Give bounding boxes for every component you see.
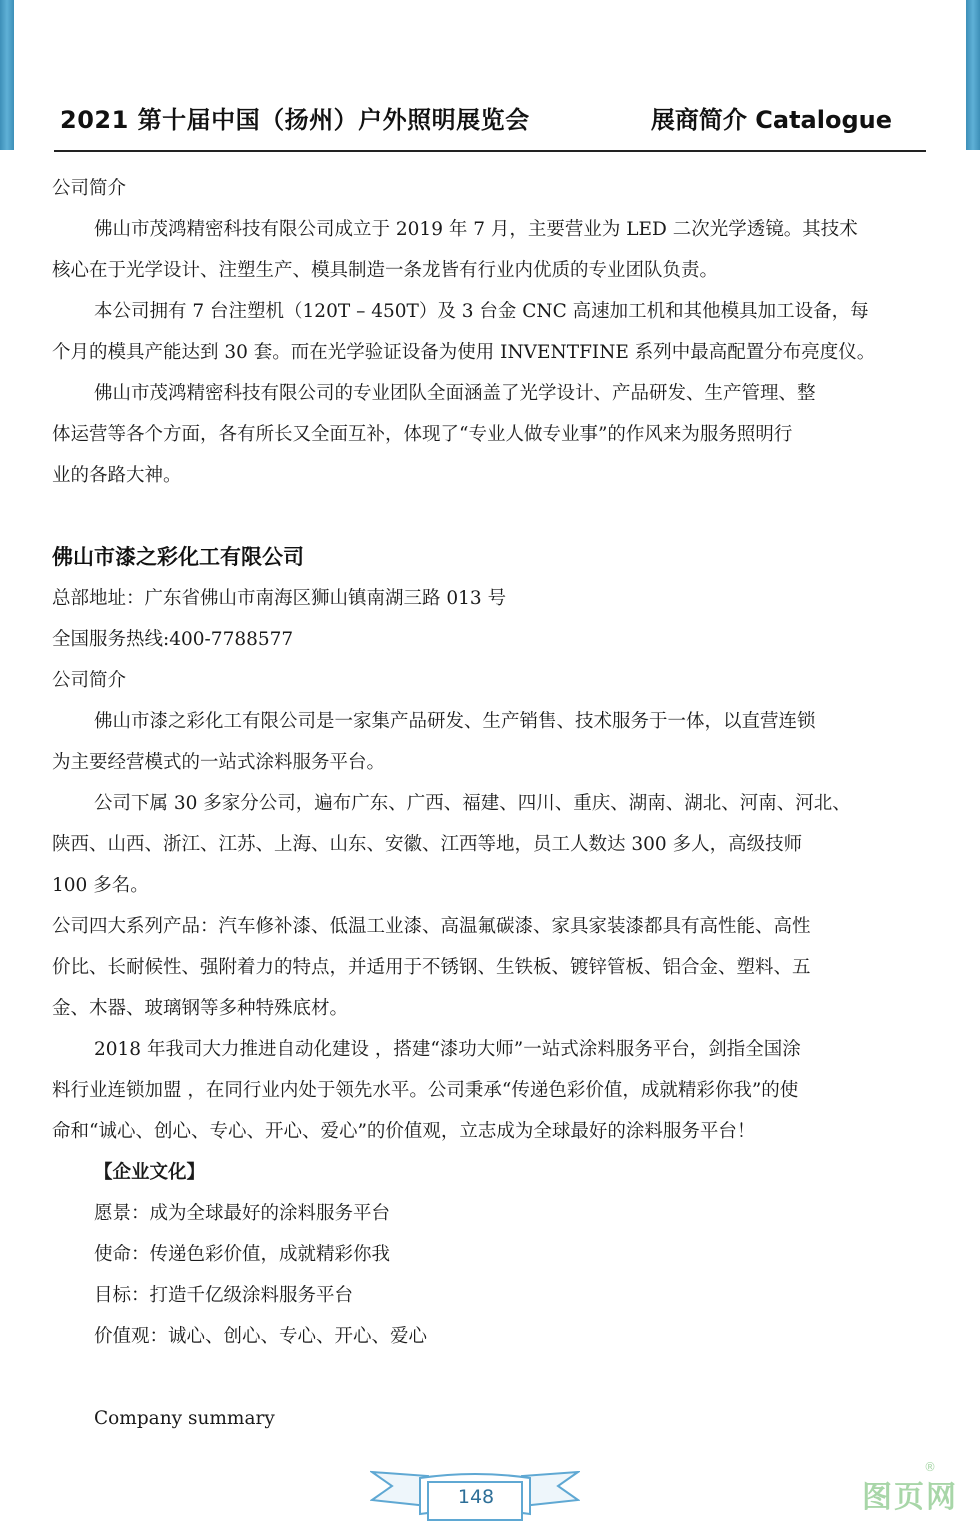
right-edge-bar (966, 0, 980, 150)
header-title: 2021 第十届中国（扬州）户外照明展览会 (60, 106, 530, 134)
paragraph-line: 陕西、山西、浙江、江苏、上海、山东、安徽、江西等地，员工人数达 300 多人，高级技师 (52, 834, 803, 855)
paragraph-line: 佛山市茂鸿精密科技有限公司成立于 2019 年 7 月，主要营业为 LED 二次光学透镜。其技术 (94, 219, 858, 240)
page-number: 148 (457, 1486, 495, 1508)
company-hotline: 全国服务热线:400-7788577 (52, 629, 294, 650)
paragraph-line: 命和“诚心、创心、专心、开心、爱心”的价值观，立志成为全球最好的涂料服务平台！ (52, 1121, 756, 1142)
left-edge-bar (0, 0, 14, 150)
paragraph-line: 料行业连锁加盟 ，在同行业内处于领先水平。公司秉承“传递色彩价值，成就精彩你我”的使 (52, 1080, 799, 1101)
paragraph-line: 为主要经营模式的一站式涂料服务平台。 (52, 752, 386, 773)
paragraph-line: 公司下属 30 多家分公司，遍布广东、广西、福建、四川、重庆、湖南、湖北、河南、河北、 (94, 793, 851, 814)
header-catalogue-label: 展商简介 Catalogue (650, 106, 892, 134)
paragraph-line: 2018 年我司大力推进自动化建设 ，搭建“漆功大师”一站式涂料服务平台，剑指全国涂 (94, 1039, 801, 1060)
paragraph-line: 100 多名。 (52, 875, 149, 896)
watermark-registered-mark: ® (924, 1460, 936, 1474)
paragraph-line: 体运营等各个方面，各有所长又全面互补，体现了“专业人做专业事”的作风来为服务照明行 (52, 424, 793, 445)
paragraph-line: 本公司拥有 7 台注塑机（120T – 450T）及 3 台金 CNC 高速加工机和其他模具加工设备，每 (94, 301, 869, 322)
page-footer (370, 1466, 580, 1523)
paragraph-line: 金、木器、玻璃钢等多种特殊底材。 (52, 998, 349, 1019)
section-heading: 公司简介 (52, 178, 127, 199)
spacer (52, 1357, 928, 1398)
culture-item: 价值观：诚心、创心、专心、开心、爱心 (94, 1326, 428, 1347)
culture-item: 目标：打造千亿级涂料服务平台 (94, 1285, 354, 1306)
intro-heading: 公司简介 (52, 670, 127, 691)
page-content (52, 168, 928, 1439)
company-address: 总部地址：广东省佛山市南海区狮山镇南湖三路 013 号 (52, 588, 507, 609)
paragraph-line: 佛山市茂鸿精密科技有限公司的专业团队全面涵盖了光学设计、产品研发、生产管理、整 (94, 383, 816, 404)
paragraph-line: 公司四大系列产品：汽车修补漆、低温工业漆、高温氟碳漆、家具家装漆都具有高性能、高性 (52, 916, 811, 937)
page-header (54, 96, 926, 152)
company-summary-heading: Company summary (94, 1408, 275, 1429)
watermark-logo: 图页网 (862, 1480, 958, 1515)
paragraph-line: 价比、长耐候性、强附着力的特点，并适用于不锈钢、生铁板、镀锌管板、铝合金、塑料、五 (52, 957, 811, 978)
paragraph-line: 佛山市漆之彩化工有限公司是一家集产品研发、生产销售、技术服务于一体，以直营连锁 (94, 711, 816, 732)
paragraph-line: 业的各路大神。 (52, 465, 182, 486)
paragraph-line: 个月的模具产能达到 30 套。而在光学验证设备为使用 INVENTFINE 系列中最高配置分布亮度仪。 (52, 342, 876, 363)
culture-heading: 【企业文化】 (94, 1162, 206, 1183)
culture-item: 使命：传递色彩价值，成就精彩你我 (94, 1244, 391, 1265)
paragraph-line: 核心在于光学设计、注塑生产、模具制造一条龙皆有行业内优质的专业团队负责。 (52, 260, 719, 281)
culture-item: 愿景：成为全球最好的涂料服务平台 (94, 1203, 391, 1224)
company-name: 佛山市漆之彩化工有限公司 (52, 545, 304, 569)
